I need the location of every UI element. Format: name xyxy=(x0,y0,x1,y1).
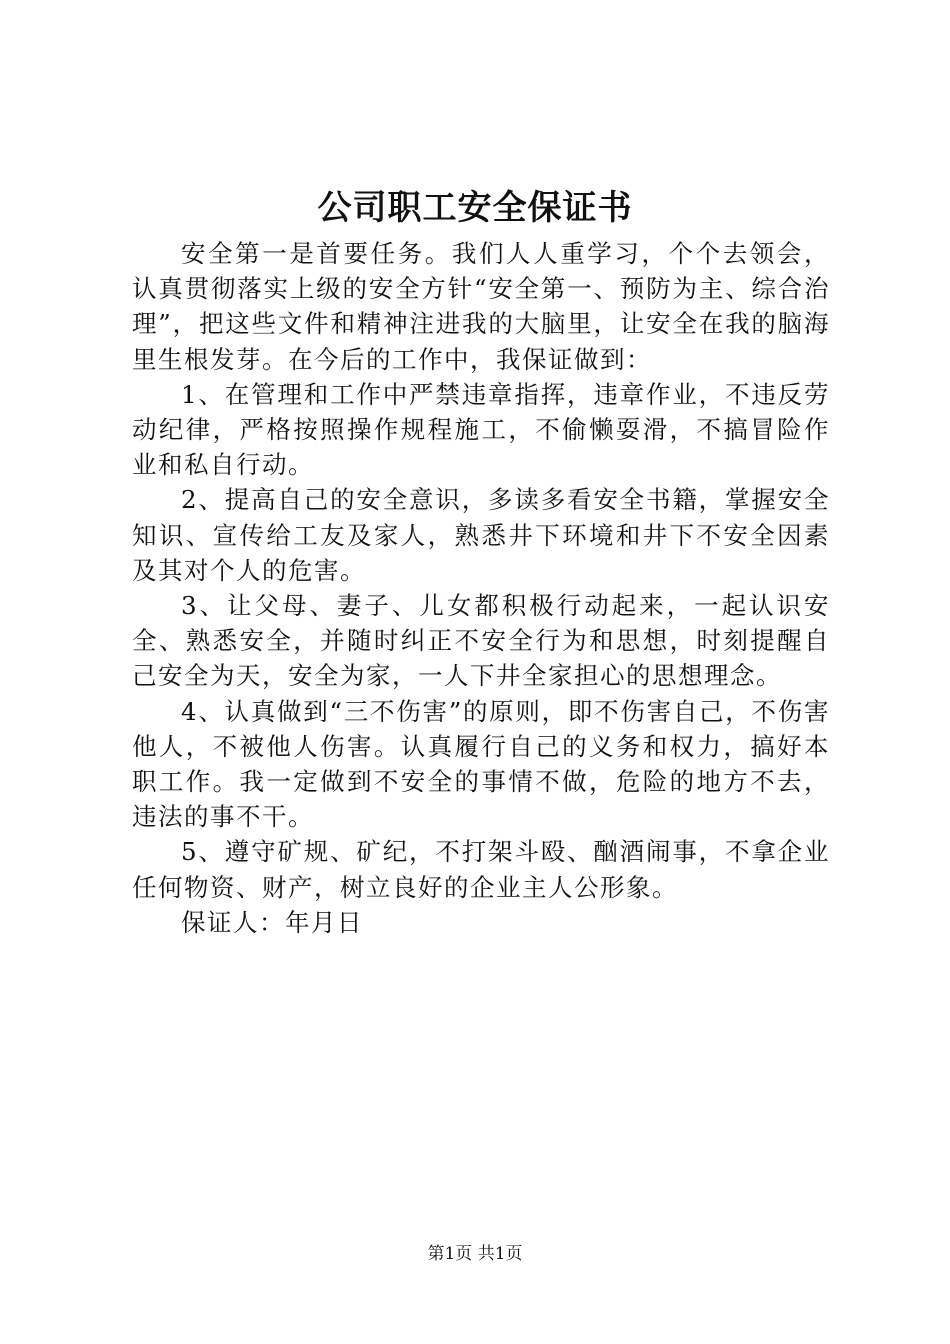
pledge-item-4: 4、认真做到“三不伤害”的原则，即不伤害自己，不伤害他人，不被他人伤害。认真履行自己的义务和权力，搞好本职工作。我一定做到不安全的事情不做，危险的地方不去，违法的事不干。 xyxy=(132,696,830,832)
pledge-item-2: 2、提高自己的安全意识，多读多看安全书籍，掌握安全知识、宣传给工友及家人，熟悉井下环境和井下不安全因素及其对个人的危害。 xyxy=(132,485,830,585)
document-title: 公司职工安全保证书 xyxy=(317,188,633,228)
signature-line: 保证人：年月日 xyxy=(181,907,363,937)
pledge-item-5: 5、遵守矿规、矿纪，不打架斗殴、酗酒闹事，不拿企业任何物资、财产，树立良好的企业主人公形象。 xyxy=(132,837,830,902)
page-number-footer: 第1页 共1页 xyxy=(427,1244,523,1264)
document-body xyxy=(132,236,830,940)
intro-paragraph: 安全第一是首要任务。我们人人重学习，个个去领会，认真贯彻落实上级的安全方针“安全第一、预防为主、综合治理”，把这些文件和精神注进我的大脑里，让安全在我的脑海里生根发芽。在今后的工作中，我保证做到： xyxy=(132,239,830,374)
pledge-item-1: 1、在管理和工作中严禁违章指挥，违章作业，不违反劳动纪律，严格按照操作规程施工，不偷懒耍滑，不搞冒险作业和私自行动。 xyxy=(132,379,830,480)
pledge-item-3: 3、让父母、妻子、儿女都积极行动起来，一起认识安全、熟悉安全，并随时纠正不安全行为和思想，时刻提醒自己安全为天，安全为家，一人下井全家担心的思想理念。 xyxy=(132,591,830,691)
